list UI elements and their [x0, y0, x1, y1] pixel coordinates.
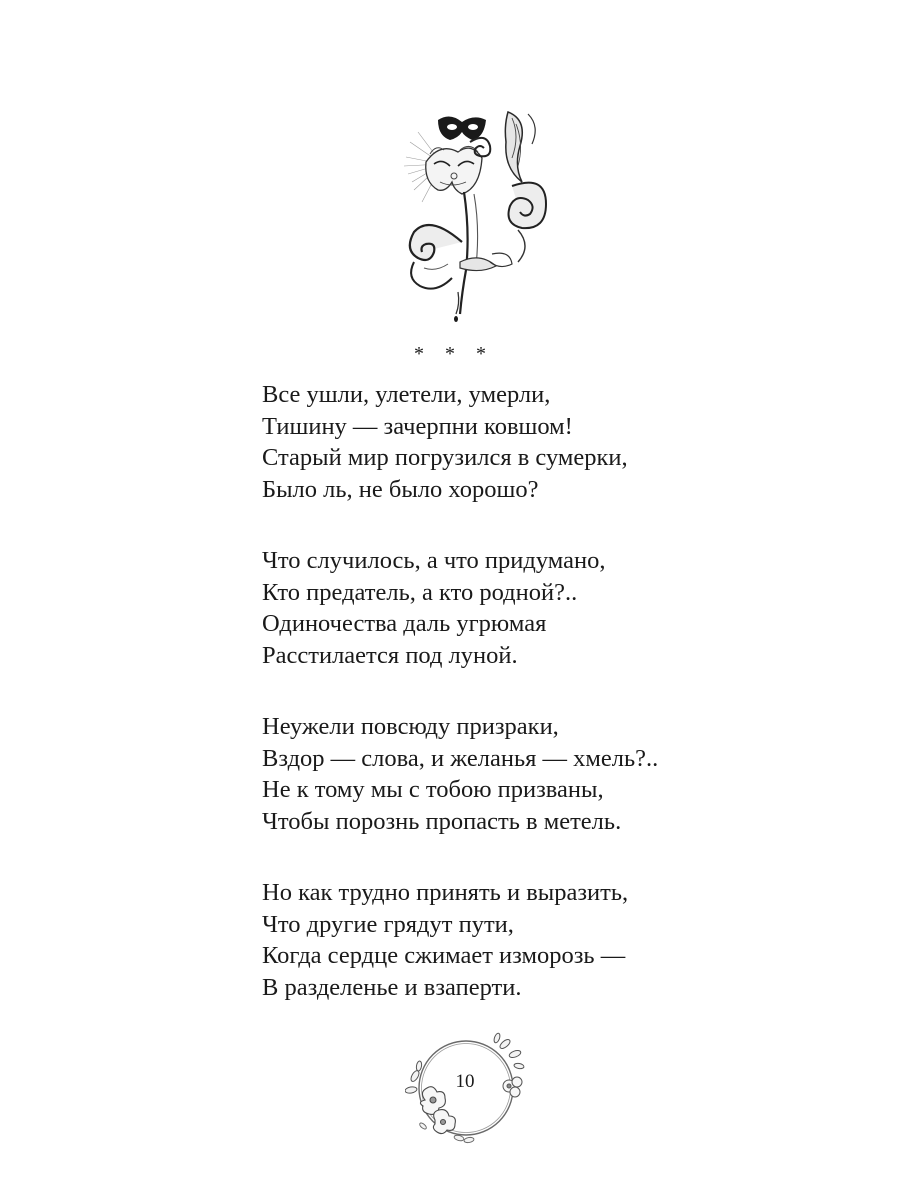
page-number: 10 [455, 1071, 475, 1092]
poem-line: Кто предатель, а кто родной?.. [262, 578, 578, 606]
masks-ornament-illustration [400, 102, 550, 324]
poem-line: В разделенье и взаперти. [262, 973, 522, 1001]
stanza-separator: * * * [414, 343, 494, 365]
poem-line: Вздор — слова, и желанья — хмель?.. [262, 744, 659, 772]
poem-line: Неужели повсюду призраки, [262, 713, 559, 740]
poem-line: Что случилось, а что придумано, [262, 547, 606, 574]
stanza [262, 877, 822, 1003]
poem-line: Все ушли, улетели, умерли, [262, 381, 551, 408]
poem-line: Старый мир погрузился в сумерки, [262, 444, 628, 471]
poem-line: Что другие грядут пути, [262, 910, 514, 938]
stanza [262, 711, 822, 837]
poem-line: Одиночества даль угрюмая [262, 610, 547, 637]
stanza [262, 545, 822, 671]
poem-line: Расстилается под луной. [262, 641, 518, 669]
poem-line: Когда сердце сжимает изморозь — [262, 942, 626, 969]
poem [262, 379, 822, 1043]
poem-line: Тишину — зачерпни ковшом! [262, 412, 573, 440]
stanza [262, 379, 822, 505]
poem-line: Не к тому мы с тобою призваны, [262, 776, 604, 803]
poem-line: Но как трудно принять и выразить, [262, 879, 629, 906]
poem-line: Чтобы порознь пропасть в метель. [262, 807, 622, 835]
poem-line: Было ль, не было хорошо? [262, 475, 539, 503]
